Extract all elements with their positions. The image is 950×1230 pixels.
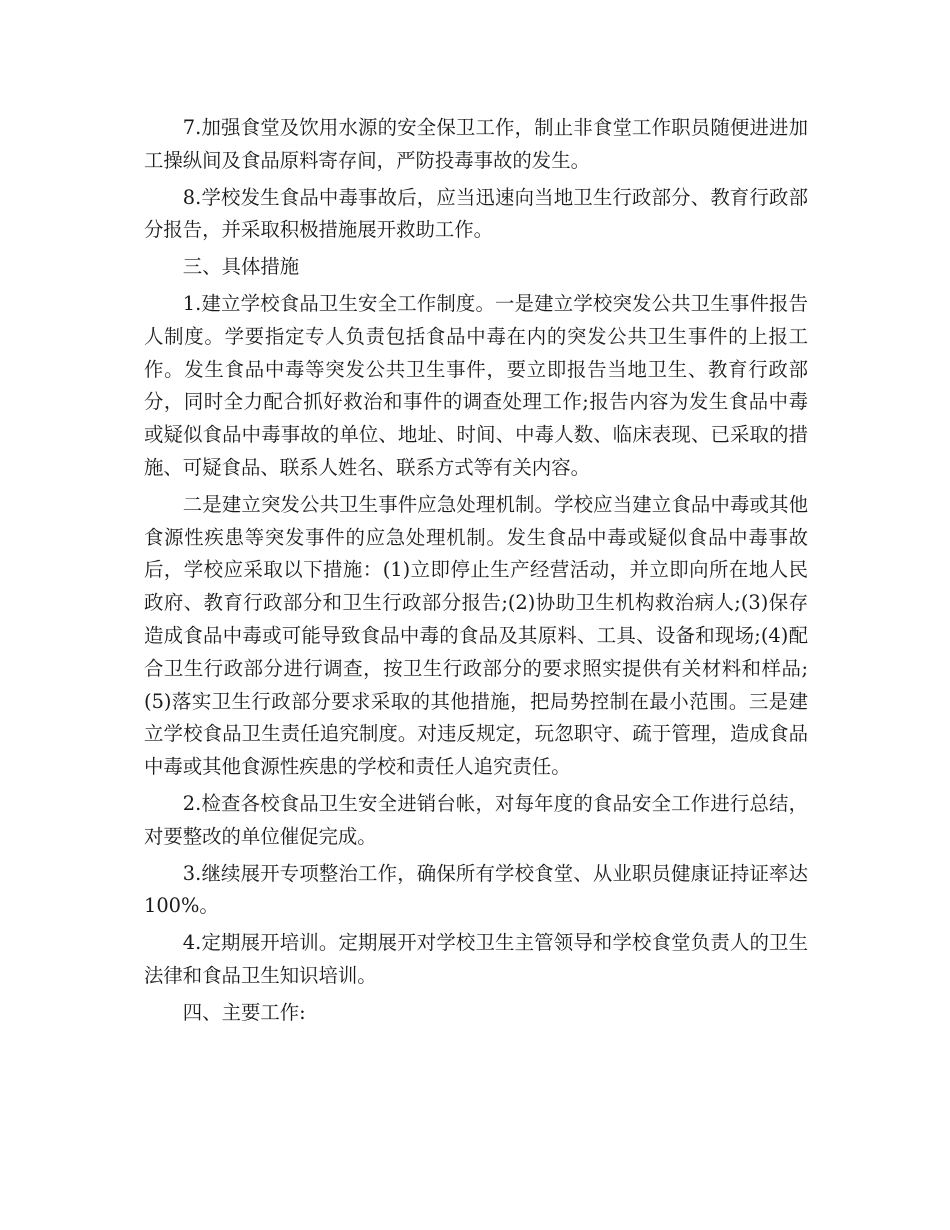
- paragraph-measure-1: 1.建立学校食品卫生安全工作制度。一是建立学校突发公共卫生事件报告人制度。学要指定专人负责包括食品中毒在内的突发公共卫生事件的上报工作。发生食品中毒等突发公共卫生事件，要立即报告当地卫生、教育行政部分，同时全力配合抓好救治和事件的调查处理工作;报告内容为发生食品中毒或疑似食品中毒事故的单位、地址、时间、中毒人数、临床表现、已采取的措施、可疑食品、联系人姓名、联系方式等有关内容。: [144, 291, 808, 479]
- paragraph-emergency-mechanism: 二是建立突发公共卫生事件应急处理机制。学校应当建立食品中毒或其他食源性疾患等突发事件的应急处理机制。发生食品中毒或疑似食品中毒事故后，学校应采取以下措施：(1)立即停止生产经营活动，并立即向所在地人民政府、教育行政部分和卫生行政部分报告;(2)协助卫生机构救治病人;(3)保存造成食品中毒或可能导致食品中毒的食品及其原料、工具、设备和现场;(4)配合卫生行政部分进行调查，按卫生行政部分的要求照实提供有关材料和样品;(5)落实卫生行政部分要求采取的其他措施，把局势控制在最小范围。三是建立学校食品卫生责任追究制度。对违反规定，玩忽职守、疏于管理，造成食品中毒或其他食源性疾患的学校和责任人追究责任。: [144, 492, 808, 779]
- section-heading-main-work: 四、主要工作:: [182, 1000, 306, 1024]
- paragraph-item-7: 7.加强食堂及饮用水源的安全保卫工作，制止非食堂工作职员随便进进加工操纵间及食品原料寄存间，严防投毒事故的发生。: [144, 116, 808, 172]
- document-body: [144, 112, 808, 1034]
- paragraph-measure-4: 4.定期展开培训。定期展开对学校卫生主管领导和学校食堂负责人的卫生法律和食品卫生知识培训。: [144, 931, 808, 987]
- paragraph-item-8: 8.学校发生食品中毒事故后，应当迅速向当地卫生行政部分、教育行政部分报告，并采取积极措施展开救助工作。: [144, 185, 808, 242]
- section-heading-measures: 三、具体措施: [182, 255, 300, 279]
- paragraph-measure-3: 3.继续展开专项整治工作，确保所有学校食堂、从业职员健康证持证率达100%。: [144, 861, 808, 918]
- paragraph-measure-2: 2.检查各校食品卫生安全进销台帐，对每年度的食品安全工作进行总结，对要整改的单位催促完成。: [144, 791, 808, 848]
